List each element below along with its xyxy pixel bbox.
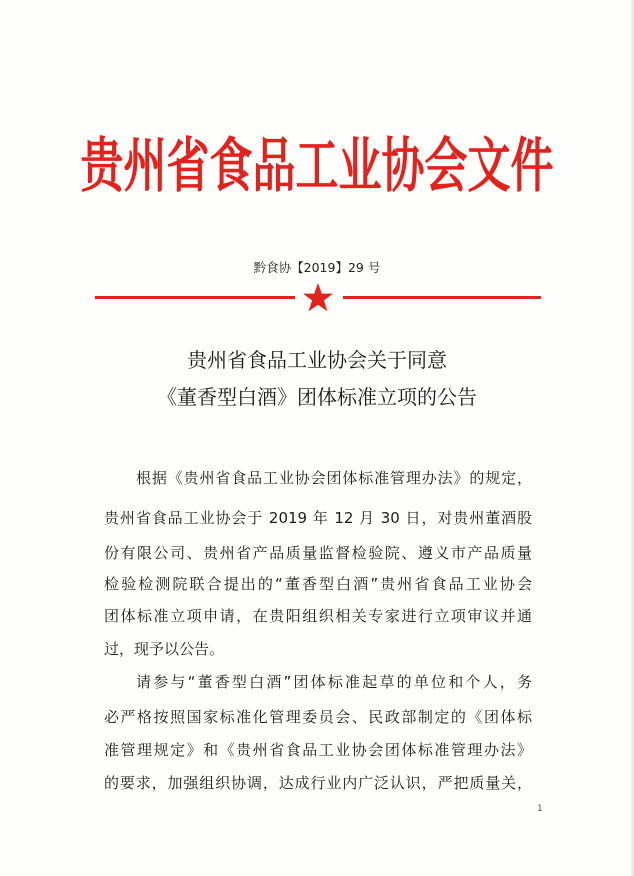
document-header-title: 贵州省食品工业协会文件 (80, 132, 554, 202)
red-star-icon (302, 282, 334, 314)
paragraph-2-line: 必严格按照国家标准化管理委员会、民政部制定的《团体标 (104, 708, 532, 726)
divider-rule-right (343, 296, 541, 299)
paragraph-1-line: 贵州省食品工业协会于 2019 年 12 月 30 日，对贵州董酒股 (104, 509, 532, 527)
paragraph-1-line: 根据《贵州省食品工业协会团体标准管理办法》的规定， (136, 469, 532, 487)
paragraph-2-line: 请参与“董香型白酒”团体标准起草的单位和个人，务 (136, 673, 532, 691)
paragraph-1-line: 过，现予以公告。 (104, 640, 225, 658)
divider-rule-left (95, 296, 295, 299)
paragraph-1-line: 团体标准立项申请，在贵阳组织相关专家进行立项审议并通 (104, 607, 532, 625)
announcement-title-line-1: 贵州省食品工业协会关于同意 (187, 348, 447, 372)
red-divider (95, 285, 541, 313)
announcement-title-line-2: 《董香型白酒》团体标准立项的公告 (157, 385, 477, 409)
paragraph-1-line: 份有限公司、贵州省产品质量监督检验院、遵义市产品质量 (104, 544, 532, 562)
page-number: 1 (537, 804, 543, 814)
paragraph-2-line: 准管理规定》和《贵州省食品工业协会团体标准管理办法》 (104, 741, 532, 759)
document-number: 黔食协【2019】29 号 (253, 260, 381, 275)
paragraph-2-line: 的要求，加强组织协调，达成行业内广泛认识，严把质量关， (104, 774, 532, 792)
paragraph-1-line: 检验检测院联合提出的“董香型白酒”贵州省食品工业协会 (104, 575, 532, 593)
